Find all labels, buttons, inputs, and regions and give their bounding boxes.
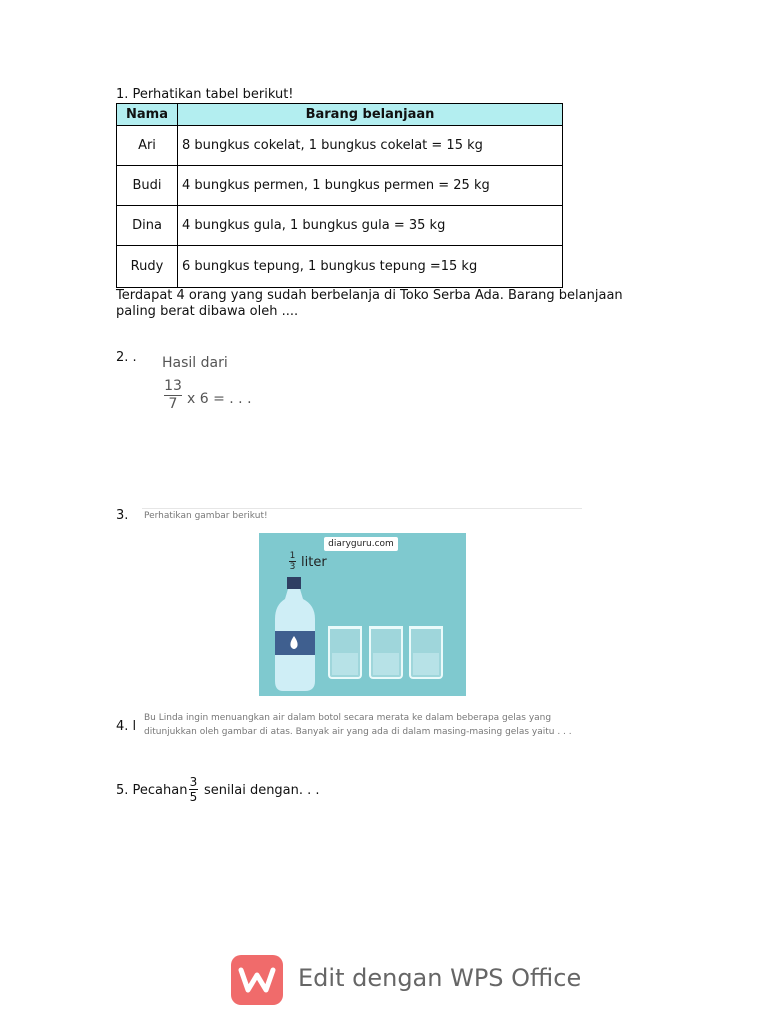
q1-question-line2: paling berat dibawa oleh ....: [116, 304, 299, 319]
q3-bottle-glasses-image: [259, 533, 466, 696]
q1-question-line1: Terdapat 4 orang yang sudah berbelanja di Toko Serba Ada. Barang belanjaan: [116, 288, 623, 303]
table-cell-item: 6 bungkus tepung, 1 bungkus tepung =15 kg: [178, 246, 563, 288]
image-fraction: [289, 551, 296, 572]
glass-icon: [409, 626, 443, 679]
q3-number: 3.: [116, 508, 129, 523]
q2-numerator: 13: [164, 378, 182, 394]
q2-fraction: [164, 378, 182, 413]
table-cell-name: Budi: [117, 166, 178, 206]
q2-number: 2. .: [116, 350, 137, 365]
glass-icon: [328, 626, 362, 679]
image-unit: liter: [301, 555, 327, 570]
q4-line1: Bu Linda ingin menuangkan air dalam botol secara merata ke dalam beberapa gelas yang: [144, 713, 552, 723]
wps-edit-link[interactable]: Edit dengan WPS Office: [298, 964, 582, 992]
table-cell-item: 4 bungkus gula, 1 bungkus gula = 35 kg: [178, 206, 563, 246]
wps-logo-icon[interactable]: [231, 955, 283, 1005]
q5-fraction: [189, 775, 198, 804]
table-row: [117, 246, 563, 288]
table-row: [117, 166, 563, 206]
q5-denominator: 5: [189, 790, 198, 804]
q5-suffix: senilai dengan. . .: [204, 783, 320, 798]
image-fraction-numerator: 1: [289, 551, 296, 561]
image-fraction-denominator: 3: [289, 562, 296, 572]
q5-prefix: 5. Pecahan: [116, 783, 188, 798]
table-header-row: [117, 104, 563, 126]
image-watermark: diaryguru.com: [324, 537, 398, 551]
q2-expression: x 6 = . . .: [187, 391, 252, 407]
q3-instruction: Perhatikan gambar berikut!: [144, 511, 268, 521]
shopping-table: [116, 103, 563, 288]
table-header-item: Barang belanjaan: [178, 104, 563, 126]
table-header-name: Nama: [117, 104, 178, 126]
q5-numerator: 3: [189, 775, 198, 789]
glass-icon: [369, 626, 403, 679]
q4-line2: ditunjukkan oleh gambar di atas. Banyak air yang ada di dalam masing-masing gelas yaitu . . .: [144, 727, 572, 737]
q2-label: Hasil dari: [162, 355, 228, 371]
table-cell-item: 8 bungkus cokelat, 1 bungkus cokelat = 15 kg: [178, 126, 563, 166]
q4-number: 4. l: [116, 719, 137, 734]
water-bottle-icon: [271, 577, 321, 693]
table-row: [117, 206, 563, 246]
table-row: [117, 126, 563, 166]
table-cell-item: 4 bungkus permen, 1 bungkus permen = 25 kg: [178, 166, 563, 206]
table-cell-name: Rudy: [117, 246, 178, 288]
divider: [142, 508, 582, 509]
table-cell-name: Dina: [117, 206, 178, 246]
q1-intro: 1. Perhatikan tabel berikut!: [116, 87, 294, 102]
q2-denominator: 7: [168, 396, 178, 412]
table-cell-name: Ari: [117, 126, 178, 166]
